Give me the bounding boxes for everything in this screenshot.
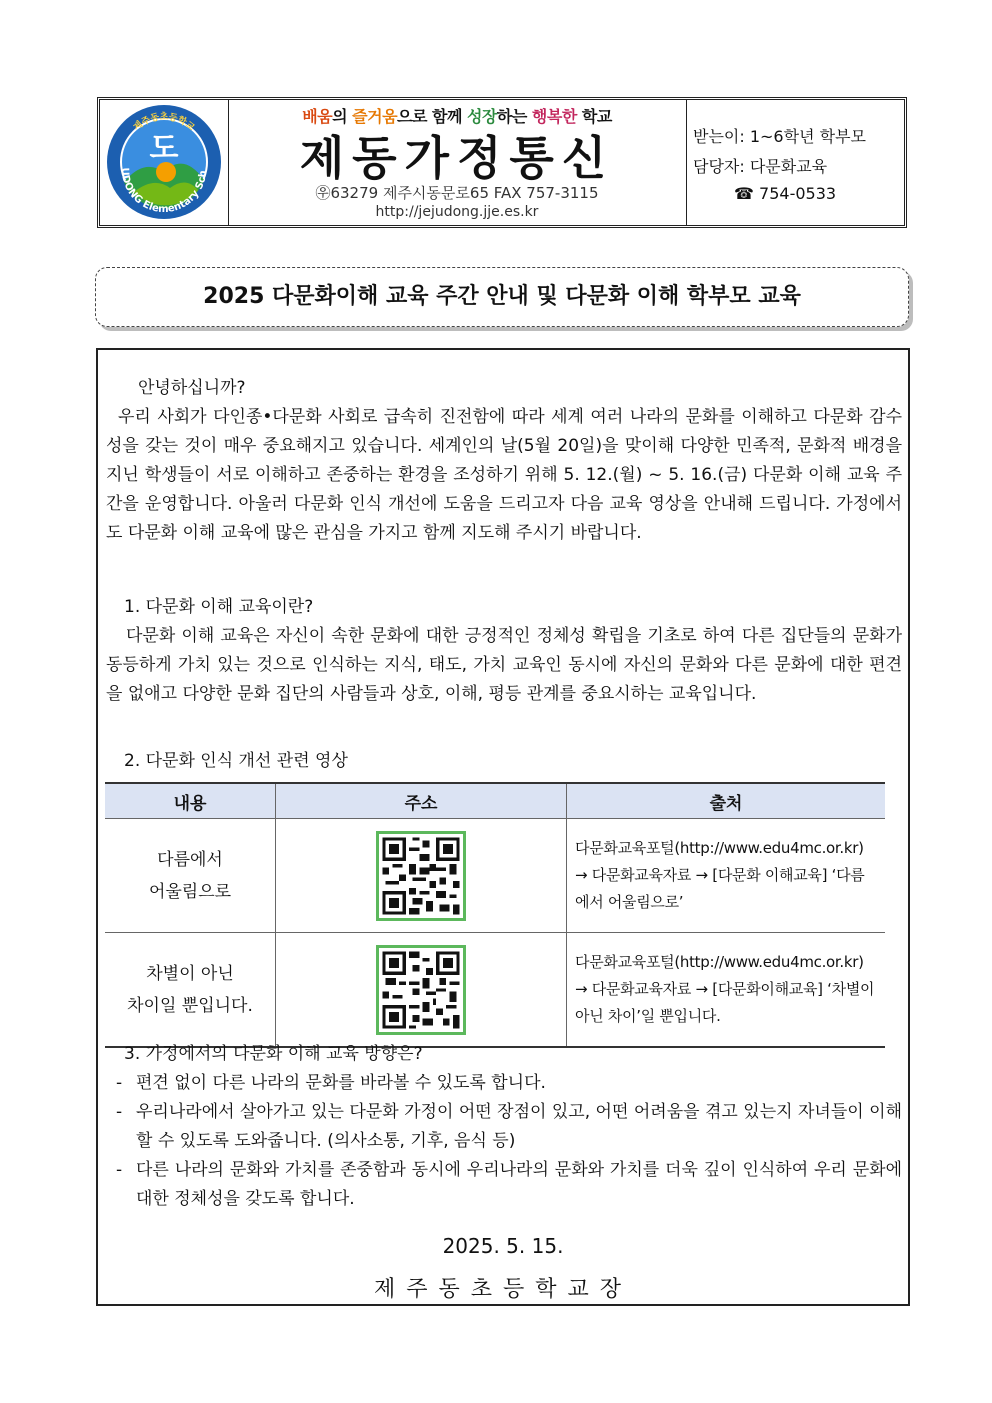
qr-code-icon[interactable] (376, 945, 466, 1035)
letterhead-center (228, 100, 687, 225)
letterhead (97, 97, 907, 228)
letterhead-recipient (686, 100, 904, 225)
list-item (116, 1069, 902, 1098)
bullet-text: 편견 없이 다른 나라의 문화를 바라볼 수 있도록 합니다. (136, 1073, 546, 1093)
list-item (116, 1098, 902, 1156)
list-item (116, 1156, 902, 1214)
notice-title: 2025 다문화이해 교육 주간 안내 및 다문화 이해 학부모 교육 (95, 267, 909, 327)
section2-heading: 2. 다문화 인식 개선 관련 영상 (124, 751, 348, 771)
logo-ring-text: UDONG Elementary Sch (118, 167, 210, 216)
principal-signature: 제주동초등학교장 (373, 1277, 633, 1302)
video-title-line: 차이일 뿐입니다. (127, 995, 253, 1016)
video-title-cell (105, 819, 276, 933)
logo-top-text: 제주동초등학교 (132, 112, 196, 134)
manager-line: 담당자: 다문화교육 (693, 157, 828, 176)
qr-cell (276, 819, 567, 933)
bullet-text: 우리나라에서 살아가고 있는 다문화 가정이 어떤 장점이 있고, 어떤 어려움을 겪고 있는지 자녀들이 이해할 수 있도록 도와줍니다. (의사소통, 기후, 음식 등) (136, 1102, 902, 1151)
qr-code-icon[interactable] (376, 831, 466, 921)
bullet-text: 다른 나라의 문화와 가치를 존중함과 동시에 우리나라의 문화와 가치를 더욱 깊이 인식하여 우리 문화에 대한 정체성을 갖도록 합니다. (136, 1160, 902, 1209)
slogan-part: 성장 (467, 107, 497, 126)
source-cell: 다문화교육포털(http://www.edu4mc.or.kr) → 다문화교육자료 → [다문화이해교육] ‘차별이 아닌 차이’일 뿐입니다. (567, 933, 886, 1048)
column-header: 출처 (567, 783, 886, 819)
slogan-part: 배움 (302, 107, 333, 126)
slogan-part: 행복한 (531, 107, 582, 126)
video-title-line: 어울림으로 (148, 881, 232, 902)
school-address: ㉾63279 제주시동문로65 FAX 757-3115 (315, 184, 599, 202)
bullet-dash: - (116, 1102, 123, 1122)
slogan-part: 즐거움 (352, 107, 398, 126)
section1-text: 다문화 이해 교육은 자신이 속한 문화에 대한 긍정적인 정체성 확립을 기초로 하여 다른 집단들의 문화가 동등하게 가치 있는 것으로 인식하는 지식, 태도, 가치 교육인 동시에 자신의 문화와 다른 문화에 대한 편견을 없애고 다양한 문화 집단의 사람들과 상호, 이해, 평등 관계를 중요시하는 교육입니다. (106, 626, 902, 704)
school-url[interactable]: http://jejudong.jje.es.kr (375, 204, 539, 220)
qr-cell (276, 933, 567, 1048)
slogan-part: 하는 (496, 107, 532, 126)
table-row (105, 819, 885, 933)
greeting: 안녕하십니까? (138, 378, 246, 398)
intro-paragraph: 우리 사회가 다인종•다문화 사회로 급속히 진전함에 따라 세계 여러 나라의 문화를 이해하고 다문화 감수성을 갖는 것이 매우 중요해지고 있습니다. 세계인의 날(5월 20일)을 맞이해 다양한 민족적, 문화적 배경을 지닌 학생들이 서로 이해하고 존중하는 환경을 조성하기 위해 5. 12.(월) ~ 5. 16.(금) 다문화 이해 교육 주간을 운영합니다. 아울러 다문화 인식 개선에 도움을 드리고자 다음 교육 영상을 안내해 드립니다. 가정에서도 다문화 이해 교육에 많은 관심을 가지고 함께 지도해 주시기 바랍니다. (106, 407, 902, 543)
section1-heading: 1. 다문화 이해 교육이란? (124, 597, 314, 617)
bullet-dash: - (116, 1160, 123, 1180)
video-title-line: 다름에서 (157, 849, 223, 870)
column-header: 주소 (276, 783, 567, 819)
slogan-part: 의 (332, 107, 353, 126)
video-title-cell (105, 933, 276, 1048)
phone-icon: ☎ (734, 184, 754, 203)
table-header-row (105, 783, 885, 819)
slogan-part: 학교 (581, 107, 612, 126)
column-header: 내용 (105, 783, 276, 819)
notice-body (96, 348, 910, 1306)
source-cell: 다문화교육포털(http://www.edu4mc.or.kr) → 다문화교육자료 → [다문화 이해교육] ‘다름에서 어울림으로’ (567, 819, 886, 933)
video-table (105, 782, 885, 1048)
table-row (105, 933, 885, 1048)
recipient-line: 받는이: 1~6학년 학부모 (693, 127, 866, 146)
phone-line (734, 184, 836, 203)
section3-heading: 3. 가정에서의 다문화 이해 교육 방향은? (124, 1044, 423, 1064)
school-logo-cell (100, 100, 229, 225)
slogan-part: 함께 (432, 107, 467, 126)
issue-date: 2025. 5. 15. (442, 1234, 564, 1258)
logo-glyph: 도 (149, 131, 179, 166)
phone-number: 754-0533 (759, 184, 837, 203)
newsletter-title: 제동가정통신 (299, 131, 615, 185)
video-title-line: 차별이 아닌 (146, 963, 234, 984)
school-logo-icon (100, 100, 228, 225)
bullet-dash: - (116, 1073, 123, 1093)
slogan-part: 으로 (397, 107, 433, 126)
